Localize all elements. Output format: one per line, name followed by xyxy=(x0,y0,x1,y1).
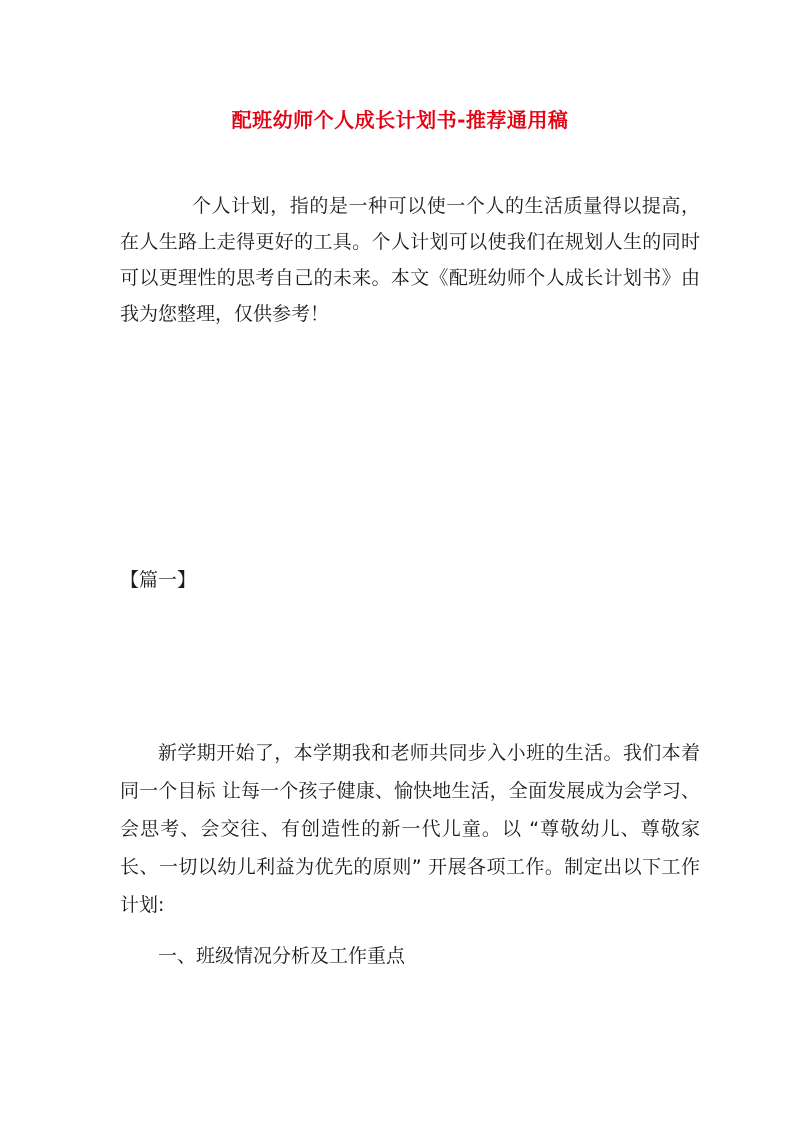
intro-paragraph: 个人计划，指的是一种可以使一个人的生活质量得以提高，在人生路上走得更好的工具。个人计划可以使我们在规划人生的同时可以更理性的思考自己的未来。本文《配班幼师个人成长计划书》由我为您整理，仅供参考！ xyxy=(120,195,700,325)
section-tag: 【篇一】 xyxy=(120,569,197,591)
document-title: 配班幼师个人成长计划书-推荐通用稿 xyxy=(231,108,569,132)
section-heading: 一、班级情况分析及工作重点 xyxy=(158,945,406,967)
body-paragraph: 新学期开始了，本学期我和老师共同步入小班的生活。我们本着同一个目标 让每一个孩子健康、愉快地生活，全面发展成为会学习、会思考、会交往、有创造性的新一代儿童。以 “尊敬幼儿、尊敬家长、一切以幼儿利益为优先的原则” 开展各项工作。制定出以下工作计划: xyxy=(120,742,700,916)
